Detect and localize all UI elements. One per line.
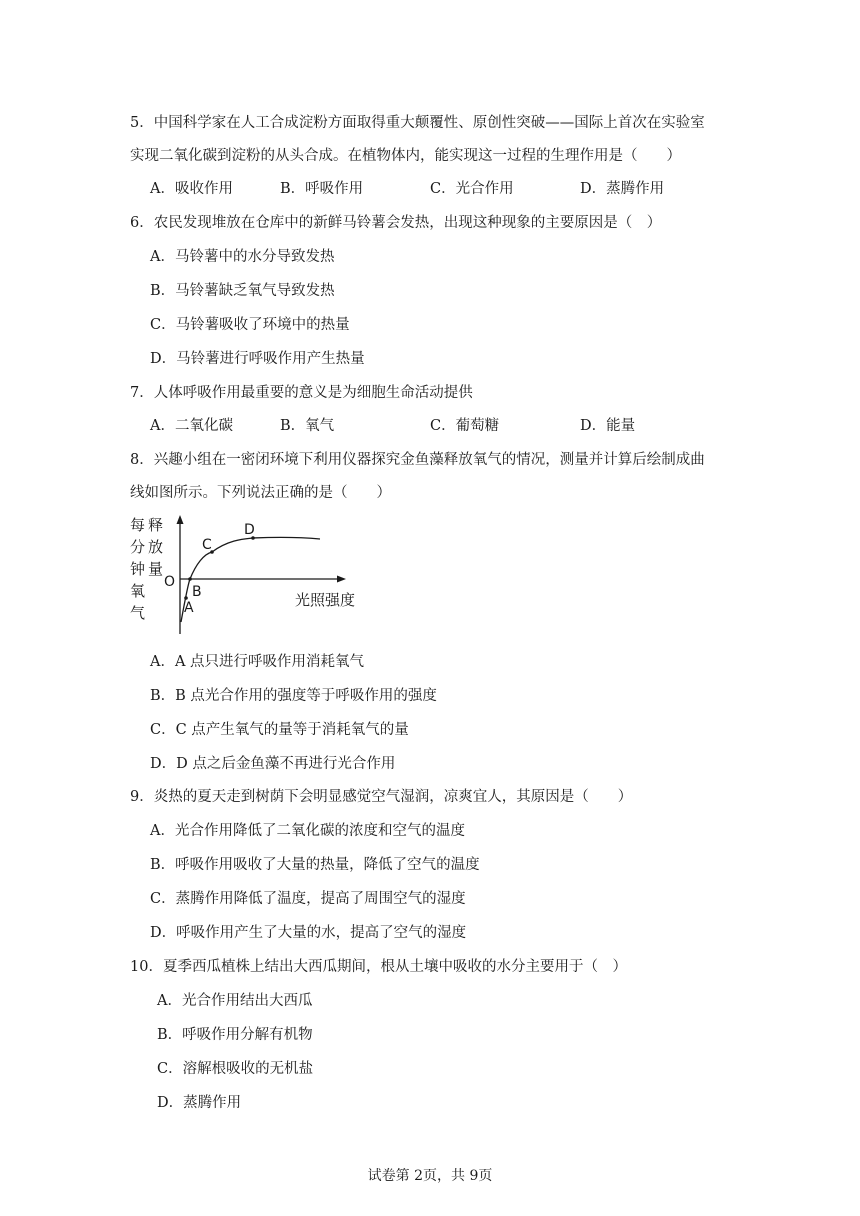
ylabel-char: 释 bbox=[148, 516, 164, 534]
ylabel-char: 分 bbox=[130, 538, 146, 556]
point-b-label: B bbox=[192, 584, 202, 600]
q10-option-d: D．蒸腾作用 bbox=[157, 1095, 242, 1111]
point-c-label: C bbox=[202, 537, 212, 553]
y-axis-arrow bbox=[177, 515, 184, 524]
q7-option-d: D．能量 bbox=[580, 418, 636, 434]
ylabel-char: 放 bbox=[148, 538, 164, 556]
ylabel-char: 每 bbox=[130, 516, 146, 534]
q6-option-c: C．马铃薯吸收了环境中的热量 bbox=[150, 317, 350, 333]
q7-stem: 7．人体呼吸作用最重要的意义是为细胞生命活动提供 bbox=[130, 385, 473, 401]
q9-option-d: D．呼吸作用产生了大量的水，提高了空气的湿度 bbox=[150, 925, 467, 941]
q8-stem-line2: 线如图所示。下列说法正确的是（ ） bbox=[130, 485, 391, 501]
q5-option-d: D．蒸腾作用 bbox=[580, 181, 665, 197]
oxygen-release-graph bbox=[128, 512, 363, 642]
point-a-label: A bbox=[184, 600, 194, 616]
ylabel-char: 氧 bbox=[130, 582, 146, 600]
q7-option-a: A．二氧化碳 bbox=[150, 418, 233, 434]
q6-stem: 6．农民发现堆放在仓库中的新鲜马铃薯会发热，出现这种现象的主要原因是（ ） bbox=[130, 215, 662, 231]
q9-option-b: B．呼吸作用吸收了大量的热量，降低了空气的温度 bbox=[150, 857, 480, 873]
ylabel-char: 量 bbox=[148, 560, 164, 578]
q10-option-a: A．光合作用结出大西瓜 bbox=[157, 993, 313, 1009]
page-footer: 试卷第 2页，共 9页 bbox=[367, 1168, 493, 1184]
q9-stem: 9．炎热的夏天走到树荫下会明显感觉空气湿润，凉爽宜人，其原因是（ ） bbox=[130, 789, 633, 805]
ylabel-char: 气 bbox=[130, 604, 146, 622]
x-axis-arrow bbox=[337, 576, 346, 583]
q9-option-c: C．蒸腾作用降低了温度，提高了周围空气的湿度 bbox=[150, 891, 466, 907]
q10-stem: 10．夏季西瓜植株上结出大西瓜期间，根从土壤中吸收的水分主要用于（ ） bbox=[130, 959, 627, 975]
q10-option-b: B．呼吸作用分解有机物 bbox=[157, 1027, 313, 1043]
point-d-label: D bbox=[244, 522, 255, 538]
q8-option-a: A．A 点只进行呼吸作用消耗氧气 bbox=[150, 654, 365, 670]
q8-option-c: C．C 点产生氧气的量等于消耗氧气的量 bbox=[150, 722, 409, 738]
x-axis-label: 光照强度 bbox=[295, 591, 356, 609]
q5-option-c: C．光合作用 bbox=[430, 181, 514, 197]
q5-option-b: B．呼吸作用 bbox=[280, 181, 364, 197]
q6-option-a: A．马铃薯中的水分导致发热 bbox=[150, 249, 335, 265]
q6-option-d: D．马铃薯进行呼吸作用产生热量 bbox=[150, 351, 365, 367]
ylabel-char: 钟 bbox=[130, 560, 146, 578]
point-b bbox=[188, 577, 192, 581]
q7-option-c: C．葡萄糖 bbox=[430, 418, 500, 434]
q6-option-b: B．马铃薯缺乏氧气导致发热 bbox=[150, 283, 335, 299]
q7-option-b: B．氧气 bbox=[280, 418, 335, 434]
q5-stem-line1: 5．中国科学家在人工合成淀粉方面取得重大颠覆性、原创性突破——国际上首次在实验室 bbox=[130, 115, 705, 131]
q9-option-a: A．光合作用降低了二氧化碳的浓度和空气的温度 bbox=[150, 823, 465, 839]
origin-label: O bbox=[164, 574, 176, 590]
q10-option-c: C．溶解根吸收的无机盐 bbox=[157, 1061, 314, 1077]
q8-stem-line1: 8．兴趣小组在一密闭环境下利用仪器探究金鱼藻释放氧气的情况，测量并计算后绘制成曲 bbox=[130, 452, 705, 468]
q8-option-d: D．D 点之后金鱼藻不再进行光合作用 bbox=[150, 756, 396, 772]
q5-stem-line2: 实现二氧化碳到淀粉的从头合成。在植物体内，能实现这一过程的生理作用是（ ） bbox=[130, 148, 681, 164]
q5-option-a: A．吸收作用 bbox=[150, 181, 233, 197]
q8-option-b: B．B 点光合作用的强度等于呼吸作用的强度 bbox=[150, 688, 437, 704]
